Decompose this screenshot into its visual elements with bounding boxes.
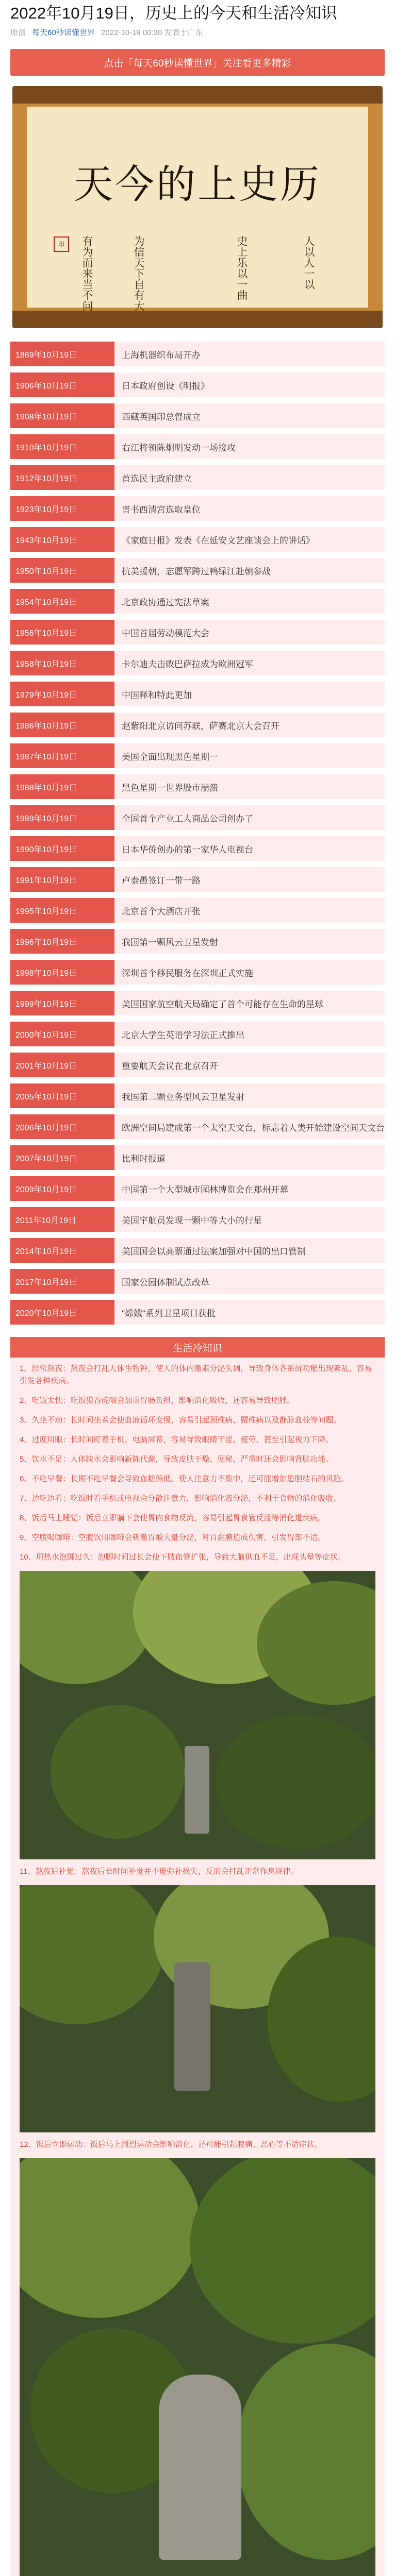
event-date: 1958年10月19日 xyxy=(10,651,114,675)
event-text: 深圳首个移民服务在深圳正式实施 xyxy=(122,968,253,978)
event-text: 重要航天会议在北京召开 xyxy=(122,1061,218,1071)
event-text: 卡尔迪夫击败巴萨拉成为欧洲冠军 xyxy=(122,659,253,669)
follow-banner[interactable] xyxy=(10,49,385,76)
event-text: 中国释和特此更加 xyxy=(122,690,192,700)
event-row xyxy=(10,589,385,614)
event-row xyxy=(10,527,385,552)
event-row xyxy=(10,836,385,861)
knowledge-paragraph: 9、空腹喝咖啡：空腹饮用咖啡会刺激胃酸大量分泌，对胃黏膜造成伤害，引发胃部不适。 xyxy=(20,1533,326,1542)
event-row xyxy=(10,991,385,1015)
event-date: 1986年10月19日 xyxy=(10,713,114,737)
event-row xyxy=(10,682,385,706)
event-text: 我国第一颗风云卫星发射 xyxy=(122,937,218,947)
event-row xyxy=(10,805,385,830)
event-date: 1956年10月19日 xyxy=(10,620,114,645)
event-text: 美国全面出现黑色星期一 xyxy=(122,752,218,762)
meta-time: 2022-10-19 00:30 xyxy=(101,28,162,37)
event-date: 1908年10月19日 xyxy=(10,403,114,428)
event-date: 1906年10月19日 xyxy=(10,372,114,397)
article-title: 2022年10月19日，历史上的今天和生活冷知识 xyxy=(10,4,337,22)
event-row xyxy=(10,1022,385,1046)
event-row xyxy=(10,651,385,675)
event-row xyxy=(10,1207,385,1232)
event-text: 卢泰愚签订一带一路 xyxy=(122,875,201,886)
event-date: 1979年10月19日 xyxy=(10,682,114,706)
event-text: 黑色星期一世界股市崩溃 xyxy=(122,783,218,793)
meta-suffix: 发表于广东 xyxy=(164,28,203,37)
knowledge-paragraph: 10、用热水泡脚过久：泡脚时间过长会使下肢血管扩张，导致大脑供血不足，出现头晕等症状。 xyxy=(20,1553,345,1562)
event-date: 2011年10月19日 xyxy=(10,1207,114,1232)
scroll-signature: 人以人一以 xyxy=(303,235,315,290)
event-date: 1950年10月19日 xyxy=(10,558,114,583)
event-date: 2007年10月19日 xyxy=(10,1145,114,1170)
event-row xyxy=(10,713,385,737)
knowledge-paragraph: 12、饭后立即运动：饭后马上剧烈运动会影响消化，还可能引起腹痛、恶心等不适症状。 xyxy=(20,2140,322,2149)
event-row xyxy=(10,960,385,985)
event-date: 1991年10月19日 xyxy=(10,867,114,892)
event-text: 比利时报道 xyxy=(122,1154,166,1164)
event-row xyxy=(10,1176,385,1201)
event-text: 《家庭日报》发表《在延安文艺座谈会上的讲话》 xyxy=(122,535,315,546)
event-row xyxy=(10,1053,385,1077)
event-row xyxy=(10,496,385,521)
event-text: 赵紫阳北京访问苏联，萨赛北京大会召开 xyxy=(122,721,279,731)
event-text: 全国首个产业工人商品公司创办了 xyxy=(122,814,253,824)
event-text: "嫦娥"系列卫星项目获批 xyxy=(122,1308,216,1318)
event-date: 1943年10月19日 xyxy=(10,527,114,552)
event-row xyxy=(10,620,385,645)
event-text: 日本华侨创办的第一家华人电视台 xyxy=(122,844,253,855)
event-date: 1923年10月19日 xyxy=(10,496,114,521)
event-row xyxy=(10,558,385,583)
knowledge-paragraph: 7、边吃边看：吃饭时看手机或电视会分散注意力，影响消化液分泌，不利于食物的消化吸收。 xyxy=(20,1494,341,1503)
account-link[interactable]: 每天60秒读懂世界 xyxy=(32,28,95,37)
event-text: 抗美援朝，志愿军跨过鸭绿江赴朝参战 xyxy=(122,566,271,577)
event-row xyxy=(10,1300,385,1325)
event-date: 2014年10月19日 xyxy=(10,1238,114,1263)
event-text: 中国第一个大型城市园林博览会在郑州开幕 xyxy=(122,1184,288,1195)
knowledge-paragraph: 4、过度用眼：长时间盯着手机、电脑屏幕，容易导致眼睛干涩、疲劳，甚至引起视力下降。 xyxy=(20,1435,334,1444)
scroll-signature: 史上乐以一曲 xyxy=(236,235,248,300)
event-text: 晋书西清宫选取皇位 xyxy=(122,504,201,515)
event-date: 2000年10月19日 xyxy=(10,1022,114,1046)
scroll-seal: 印 xyxy=(54,236,69,252)
scroll-rod-bottom xyxy=(12,311,383,328)
history-scroll-image xyxy=(12,86,383,328)
article-meta xyxy=(0,24,395,45)
scroll-signature: 为信天下自有大 xyxy=(133,235,145,311)
event-text: 首选民主政府建立 xyxy=(122,473,192,484)
event-date: 1912年10月19日 xyxy=(10,465,114,490)
event-date: 2005年10月19日 xyxy=(10,1083,114,1108)
event-row xyxy=(10,1269,385,1294)
event-date: 1988年10月19日 xyxy=(10,774,114,799)
event-row xyxy=(10,1238,385,1263)
event-text: 右江将领陈炯明发动一场接攻 xyxy=(122,443,236,453)
event-row xyxy=(10,372,385,397)
event-row xyxy=(10,743,385,768)
event-text: 日本政府创设《明报》 xyxy=(122,381,209,391)
event-text: 北京大学生英语学习法正式推出 xyxy=(122,1030,244,1040)
knowledge-section xyxy=(10,1358,385,2576)
event-date: 1954年10月19日 xyxy=(10,589,114,614)
event-date: 1999年10月19日 xyxy=(10,991,114,1015)
event-text: 美国宇航员发现一颗中等大小的行星 xyxy=(122,1215,262,1226)
event-date: 1989年10月19日 xyxy=(10,805,114,830)
events-list xyxy=(10,342,385,1325)
event-date: 1869年10月19日 xyxy=(10,342,114,366)
knowledge-paragraph: 5、饮水不足：人体缺水会影响新陈代谢，导致皮肤干燥、便秘，严重时还会影响肾脏功能。 xyxy=(20,1455,334,1464)
event-date: 2020年10月19日 xyxy=(10,1300,114,1325)
forest-photo xyxy=(20,1885,375,2132)
event-row xyxy=(10,434,385,459)
scroll-rod-top xyxy=(12,86,383,104)
follow-banner-text: 点击「每天60秒读懂世界」关注看更多精彩 xyxy=(104,58,291,69)
scroll-signature: 有为而来当不问 xyxy=(81,235,93,311)
event-text: 国家公园体制试点改革 xyxy=(122,1277,209,1287)
event-text: 美国国家航空航天局确定了首个可能存在生命的星球 xyxy=(122,999,323,1009)
knowledge-heading-text: 生活冷知识 xyxy=(173,1343,222,1354)
knowledge-paragraph: 3、久坐不动：长时间坐着会使血液循环变慢，容易引起颈椎病、腰椎病以及静脉血栓等问题。 xyxy=(20,1416,341,1425)
knowledge-heading xyxy=(10,1337,385,1358)
event-date: 2017年10月19日 xyxy=(10,1269,114,1294)
event-text: 美国国会以高票通过法案加强对中国的出口管制 xyxy=(122,1246,306,1257)
forest-photo xyxy=(20,1571,375,1859)
event-text: 欧洲空间局建成第一个太空天文台，标志着人类开始建设空间天文台 xyxy=(122,1123,385,1133)
event-date: 2001年10月19日 xyxy=(10,1053,114,1077)
knowledge-paragraph: 1、经常熬夜：熬夜会打乱人体生物钟，使人的体内激素分泌失调，导致身体各系统功能出现紊乱，容易引发各种疾病。 xyxy=(20,1364,372,1385)
event-row xyxy=(10,342,385,366)
knowledge-paragraph: 2、吃饭太快：吃饭狼吞虎咽会加重胃肠负担，影响消化吸收，还容易导致肥胖。 xyxy=(20,1396,295,1405)
knowledge-paragraph: 8、饭后马上睡觉：饭后立即躺下会使胃内食物反流，容易引起胃食管反流等消化道疾病。 xyxy=(20,1514,326,1522)
event-row xyxy=(10,867,385,892)
event-row xyxy=(10,1114,385,1139)
event-row xyxy=(10,403,385,428)
event-text: 北京首个大酒店开张 xyxy=(122,906,201,917)
event-date: 1998年10月19日 xyxy=(10,960,114,985)
meta-prefix: 原创 xyxy=(10,28,28,37)
event-row xyxy=(10,898,385,923)
event-date: 2006年10月19日 xyxy=(10,1114,114,1139)
knowledge-paragraph: 6、不吃早餐：长期不吃早餐会导致血糖偏低，使人注意力不集中，还可能增加患胆结石的风险。 xyxy=(20,1475,349,1483)
event-text: 我国第二颗业务型风云卫星发射 xyxy=(122,1092,244,1102)
forest-photo xyxy=(20,2158,375,2576)
event-row xyxy=(10,774,385,799)
event-row xyxy=(10,1083,385,1108)
event-date: 1987年10月19日 xyxy=(10,743,114,768)
event-date: 1995年10月19日 xyxy=(10,898,114,923)
event-date: 1910年10月19日 xyxy=(10,434,114,459)
event-row xyxy=(10,1145,385,1170)
event-date: 1996年10月19日 xyxy=(10,929,114,954)
event-date: 1990年10月19日 xyxy=(10,836,114,861)
event-text: 上海机器织布局开办 xyxy=(122,350,201,360)
event-text: 北京政协通过宪法草案 xyxy=(122,597,209,607)
event-date: 2009年10月19日 xyxy=(10,1176,114,1201)
event-row xyxy=(10,465,385,490)
event-row xyxy=(10,929,385,954)
knowledge-paragraph: 11、熬夜后补觉：熬夜后长时间补觉并不能弥补损失，反而会打乱正常作息规律。 xyxy=(20,1867,299,1876)
scroll-caption: 天今的上史历 xyxy=(74,161,321,207)
event-text: 西藏英国印总督成立 xyxy=(122,412,201,422)
event-text: 中国首届劳动模范大会 xyxy=(122,628,209,638)
